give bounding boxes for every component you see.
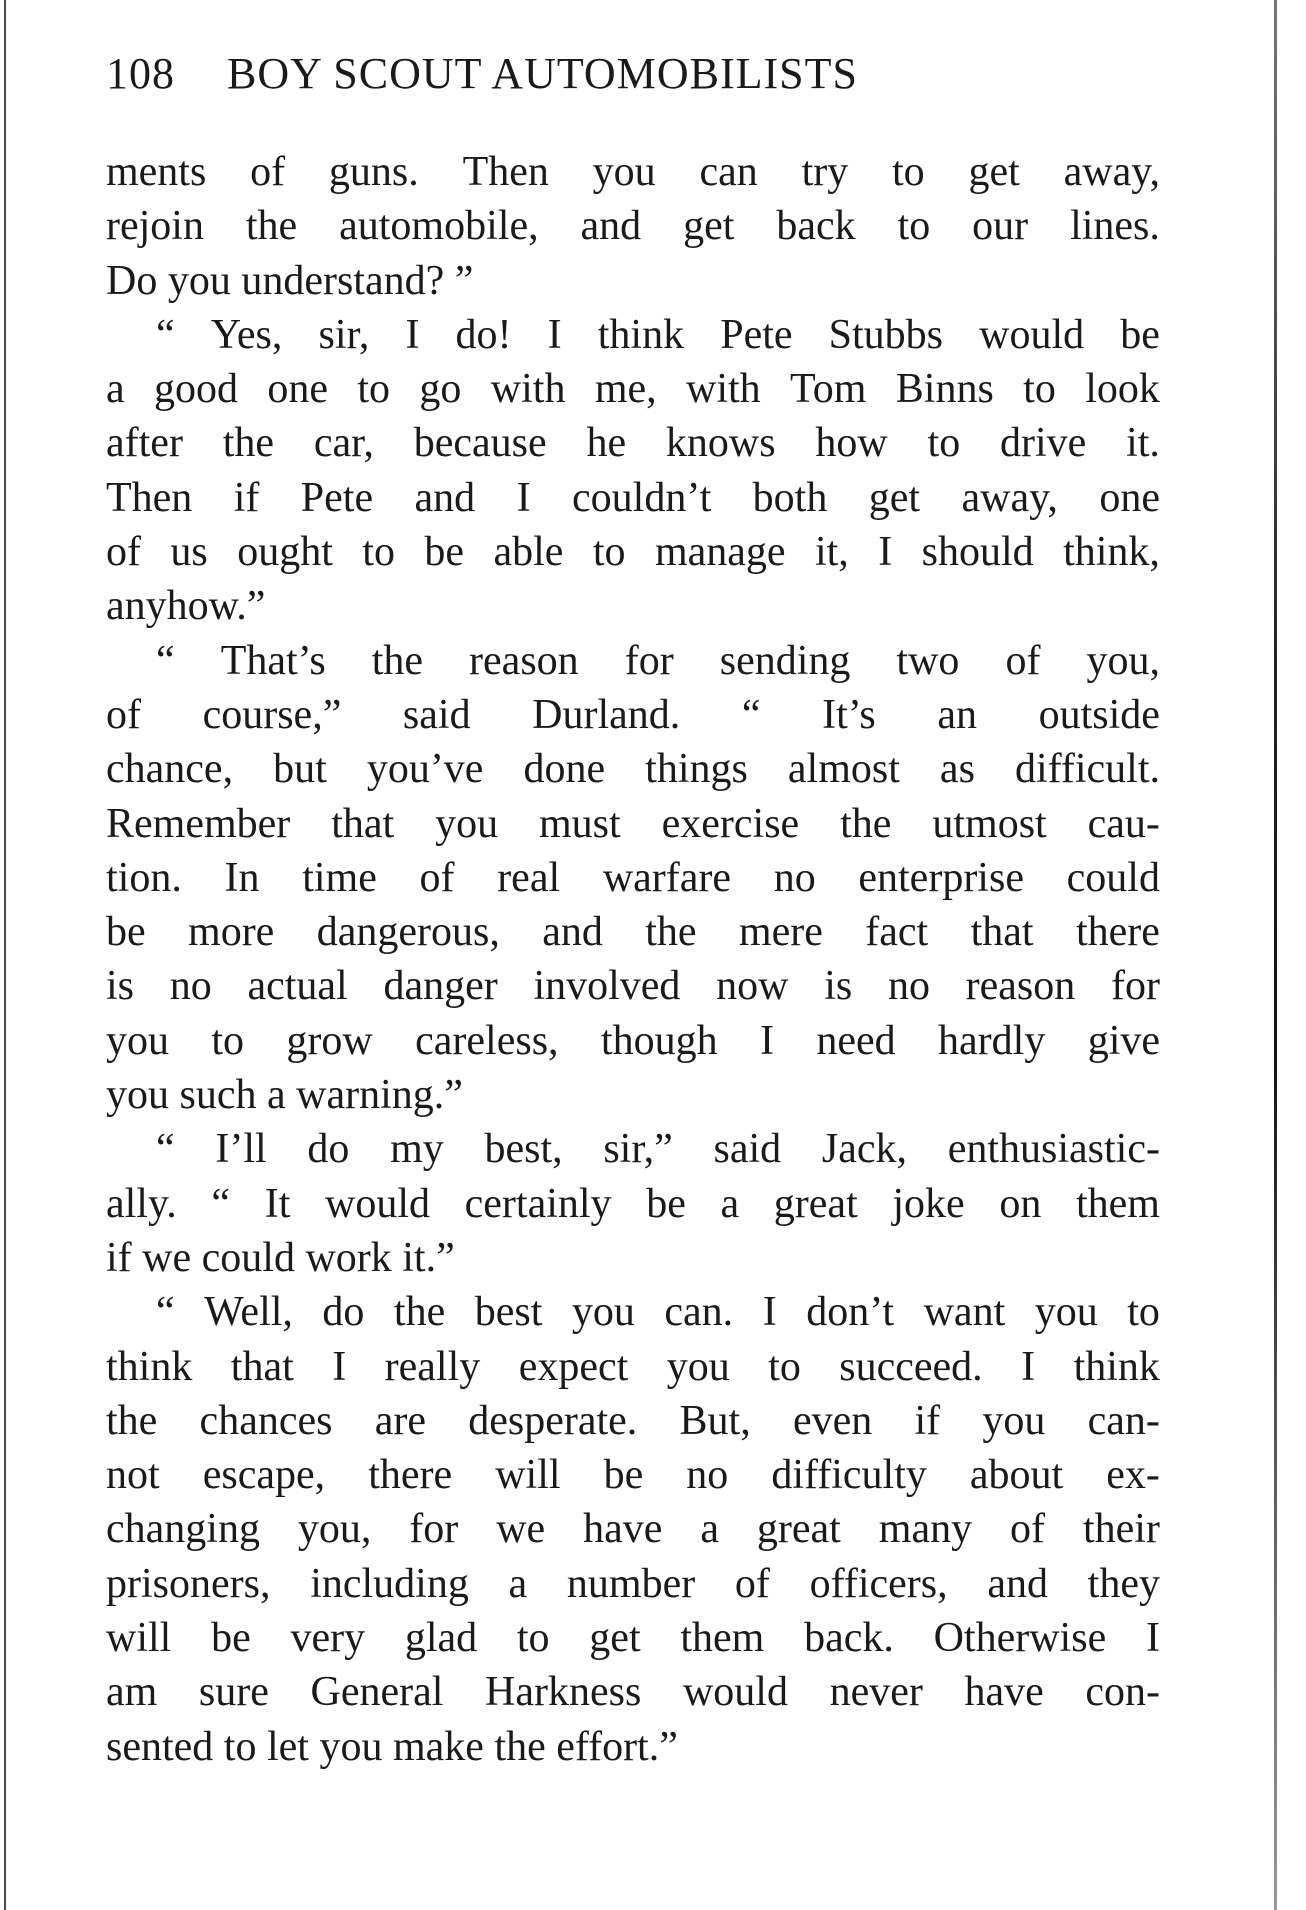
body-text: [106, 145, 1160, 1774]
text-line: of us ought to be able to manage it, I should think,: [106, 529, 1160, 576]
running-head: [106, 48, 858, 104]
text-line: ments of guns. Then you can try to get away,: [106, 149, 1160, 195]
text-line: “ Yes, sir, I do! I think Pete Stubbs would be: [156, 311, 1160, 358]
text-line: not escape, there will be no difficulty about ex-: [106, 1452, 1160, 1499]
text-line: chance, but you’ve done things almost as difficult.: [106, 746, 1160, 793]
text-line: you such a warning.”: [106, 1072, 463, 1119]
text-line: tion. In time of real warfare no enterprise could: [106, 854, 1160, 901]
text-line: the chances are desperate. But, even if you can-: [106, 1397, 1160, 1444]
text-line: “ Well, do the best you can. I don’t want you to: [156, 1289, 1160, 1336]
text-line: “ I’ll do my best, sir,” said Jack, enthusiastic-: [156, 1126, 1160, 1173]
text-line: anyhow.”: [106, 583, 266, 630]
text-line: you to grow careless, though I need hardly give: [106, 1017, 1160, 1064]
text-line: changing you, for we have a great many of their: [106, 1506, 1160, 1553]
text-line: after the car, because he knows how to drive it.: [106, 420, 1160, 467]
text-line: “ That’s the reason for sending two of you,: [156, 637, 1160, 684]
text-line: Then if Pete and I couldn’t both get away, one: [106, 474, 1160, 521]
text-line: Remember that you must exercise the utmost cau-: [106, 800, 1160, 847]
text-line: is no actual danger involved now is no reason for: [106, 963, 1160, 1010]
text-line: sented to let you make the effort.”: [106, 1723, 678, 1770]
text-line: of course,” said Durland. “ It’s an outside: [106, 691, 1160, 738]
text-line: Do you understand? ”: [106, 257, 474, 304]
text-line: a good one to go with me, with Tom Binns to look: [106, 366, 1160, 413]
page-left-edge: [4, 0, 6, 1910]
text-line: rejoin the automobile, and get back to our lines.: [106, 203, 1160, 250]
text-line: will be very glad to get them back. Otherwise I: [106, 1615, 1160, 1662]
page-right-edge: [1274, 0, 1277, 1910]
text-line: if we could work it.”: [106, 1234, 455, 1281]
text-line: ally. “ It would certainly be a great joke on them: [106, 1180, 1160, 1227]
text-line: think that I really expect you to succeed. I think: [106, 1343, 1160, 1390]
text-line: prisoners, including a number of officers, and they: [106, 1560, 1160, 1607]
text-line: be more dangerous, and the mere fact that there: [106, 909, 1160, 956]
text-line: am sure General Harkness would never have con-: [106, 1669, 1160, 1716]
book-title: BOY SCOUT AUTOMOBILISTS: [227, 49, 858, 98]
page-number: 108: [106, 49, 175, 98]
